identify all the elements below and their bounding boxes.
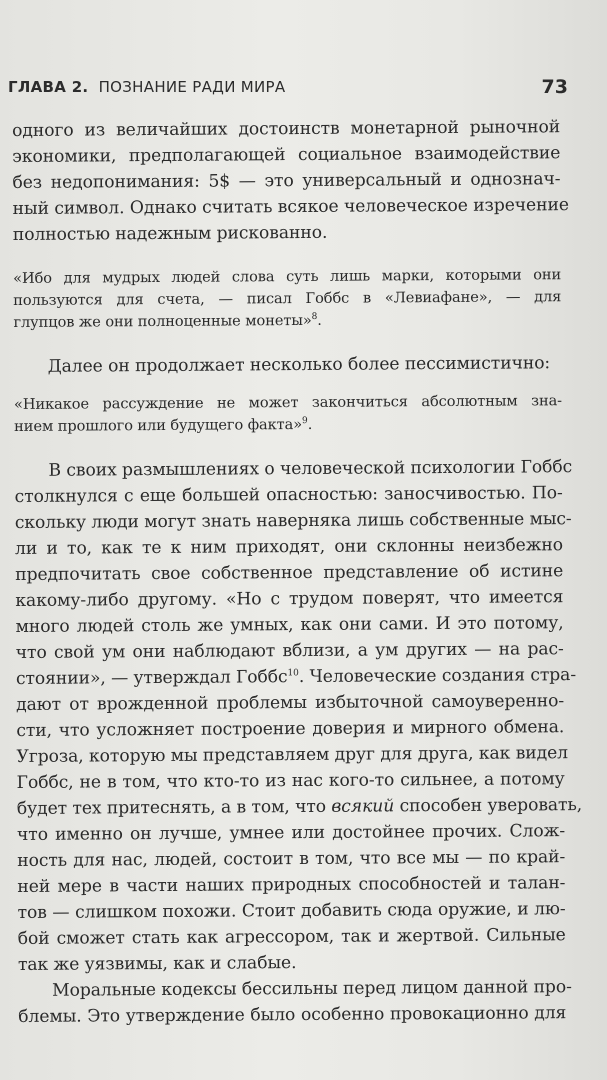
quote-text: глупцов же они полноценные монеты» [13,311,312,331]
text-line: бой сможет стать как агрессором, так и жертвой. Сильные [17,925,566,949]
page-number: 73 [541,76,568,98]
text-line: Гоббс, не в том, что кто-то из нас кого-то сильнее, а потому [16,769,565,793]
quote-line: «Ибо для мудрых людей слова суть лишь марки, которыми они [13,266,562,287]
footnote-marker: 9 [301,416,308,427]
text-line: так же уязвимы, как и слабые. [17,953,297,975]
text-fragment: будет тех притеснять, а в том, что [16,796,332,819]
text-line: Далее он продолжает несколько более пессимистично: [47,353,551,377]
text-line: скольку люди могут знать наверняка лишь собственные мыс- [14,509,572,533]
footnote-marker: 10 [287,668,299,679]
running-head [8,76,568,102]
text-line: ность для нас, людей, состоит в том, что все мы — по край- [17,847,566,871]
chapter-label [8,78,285,96]
text-line: какому-либо другому. «Но с трудом поверят, что имеется [15,587,564,611]
text-fragment: . Человеческие создания стра- [298,665,577,688]
text-line: Моральные кодексы бессильны перед лицом данной про- [52,977,572,1001]
text-line: одного из величайших достоинств монетарной рыночной [12,117,561,141]
text-fragment: способен уверовать, [394,795,583,817]
text-line: блемы. Это утверждение было особенно провокационно для [18,1003,567,1027]
text-line: тов — слишком похожи. Стоит добавить сюда оружие, и лю- [17,899,566,923]
text-line: ней мере в части наших природных способностей и талан- [17,873,566,897]
text-fragment: стоянии», — утверждал Гоббс [15,667,288,689]
text-line: полностью надежным рискованно. [12,222,328,245]
text-line: Угроза, которую мы представляем друг для друга, как видел [16,743,569,767]
text-line: много людей столь же умных, как они сами. И это потому, [15,613,564,637]
text-line [15,662,577,692]
chapter-number: ГЛАВА 2. [8,78,89,96]
quote-line: «Никакое рассуждение не может закончиться абсолютным зна- [13,392,563,413]
text-line: что именно он лучше, умнее или достойнее прочих. Слож- [16,821,566,845]
quote-line: пользуются для счета, — писал Гоббс в «Левиафане», — для [13,288,562,309]
chapter-title: ПОЗНАНИЕ РАДИ МИРА [98,78,286,96]
quote-line: нием прошлого или будущего факта»$^9$. [14,415,313,435]
text-line: ный символ. Однако считать всякое человеческое изречение [12,195,569,219]
text-line: ли и то, как те к ним приходят, они склонны неизбежно [14,535,564,559]
text-line: В своих размышлениях о человеческой психологии Гоббс [48,457,573,481]
text-line: предпочитать свое собственное представление об истине [15,561,564,585]
footnote-marker: 8 [311,312,318,323]
text-line: экономики, предполагающей социальное взаимодействие [12,143,561,167]
quote-text: нием прошлого или будущего факта» [14,415,303,435]
quote-line: глупцов же они полноценные монеты»$^8$. [13,311,322,331]
text-line: без недопонимания: 5$ — это универсальный и однознач- [12,169,561,193]
text-line: сти, что усложняет построение доверия и мирного обмена. [16,717,565,741]
text-line: столкнулся с еще большей опасностью: заносчивостью. По- [14,483,563,507]
text-line [16,792,583,822]
page-text [12,114,583,1030]
text-line: дают от врожденной проблемы избыточной самоуверенно- [16,691,565,715]
text-line: что свой ум они наблюдают вблизи, а ум других — на рас- [15,639,564,663]
emphasis-word: всякий [331,796,395,817]
